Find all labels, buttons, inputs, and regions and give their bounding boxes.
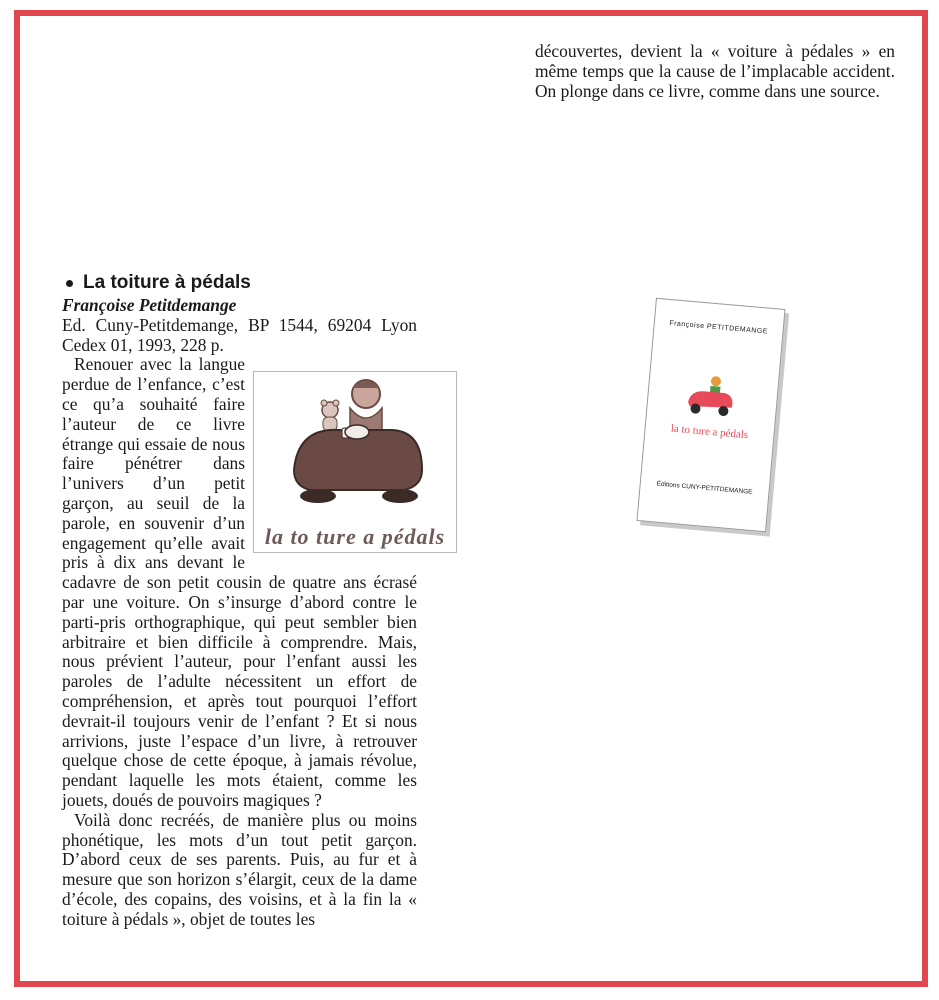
- bullet-icon: [66, 280, 73, 287]
- review-paragraph-2: Voilà donc recréés, de manière plus ou moins phonétique, les mots d’un tout petit garçon. D’abord ceux de ses parents. Puis, au fur et à mesure que son horizon s’élargit, ceux de la dame d’école, des copains, des voisins, et à la fin la « toiture à pédals », objet de toutes les: [62, 809, 417, 929]
- car-drawing-icon: [254, 372, 456, 522]
- book-cover: [636, 298, 785, 532]
- review-publisher: Ed. Cuny-Petitdemange, BP 1544, 69204 Lyon Cedex 01, 1993, 228 p.: [62, 314, 417, 355]
- review-heading: [62, 272, 417, 294]
- review-article: [62, 272, 446, 930]
- review-paragraph-1: Renouer avec la langue perdue de l’enfance, c’est ce qu’a souhaité faire l’auteur de ce livre étrange qui essaie de nous faire pénétrer dans l’univers d’un petit garçon, au seuil de la parole, en souvenir d’un engagement qu’elle avait pris à dix ans devant le cadavre de son petit cousin de quatre ans écrasé par une voiture. On s’insurge d’abord contre le parti-pris orthographique, qui peut sembler bien arbitraire et bien difficile à comprendre. Mais, nous prévient l’auteur, pour l’enfant aussi les paroles de l’adulte nécessitent un effort de compréhension, et après tout pourquoi l’effort devrait-il toujours venir de l’enfant ? Et si nous arrivions, juste l’espace d’un livre, à retrouver quelque chose de cette époque, à jamais révolue, pendant laquelle les mots étaient, comme les jouets, doués de pouvoirs magiques ?: [62, 354, 417, 810]
- cover-publisher: Éditions CUNY-PETITDEMANGE: [656, 480, 753, 496]
- review-author: Françoise Petitdemange: [62, 295, 237, 315]
- right-column-text: [535, 42, 895, 101]
- illustration-car: [253, 371, 457, 553]
- continuation-paragraph: découvertes, devient la « voiture à pédales » en même temps que la cause de l’implacable accident. On plonge dans ce livre, comme dans une source.: [535, 41, 895, 101]
- cover-author: Françoise PETITDEMANGE: [669, 320, 769, 336]
- cover-car-icon: [683, 372, 739, 420]
- illustration-caption: la to ture a pédals: [264, 523, 446, 549]
- cover-title: [651, 421, 768, 443]
- cover-title-text: la to ture a pédals: [670, 422, 749, 442]
- review-title: La toiture à pédals: [83, 272, 251, 293]
